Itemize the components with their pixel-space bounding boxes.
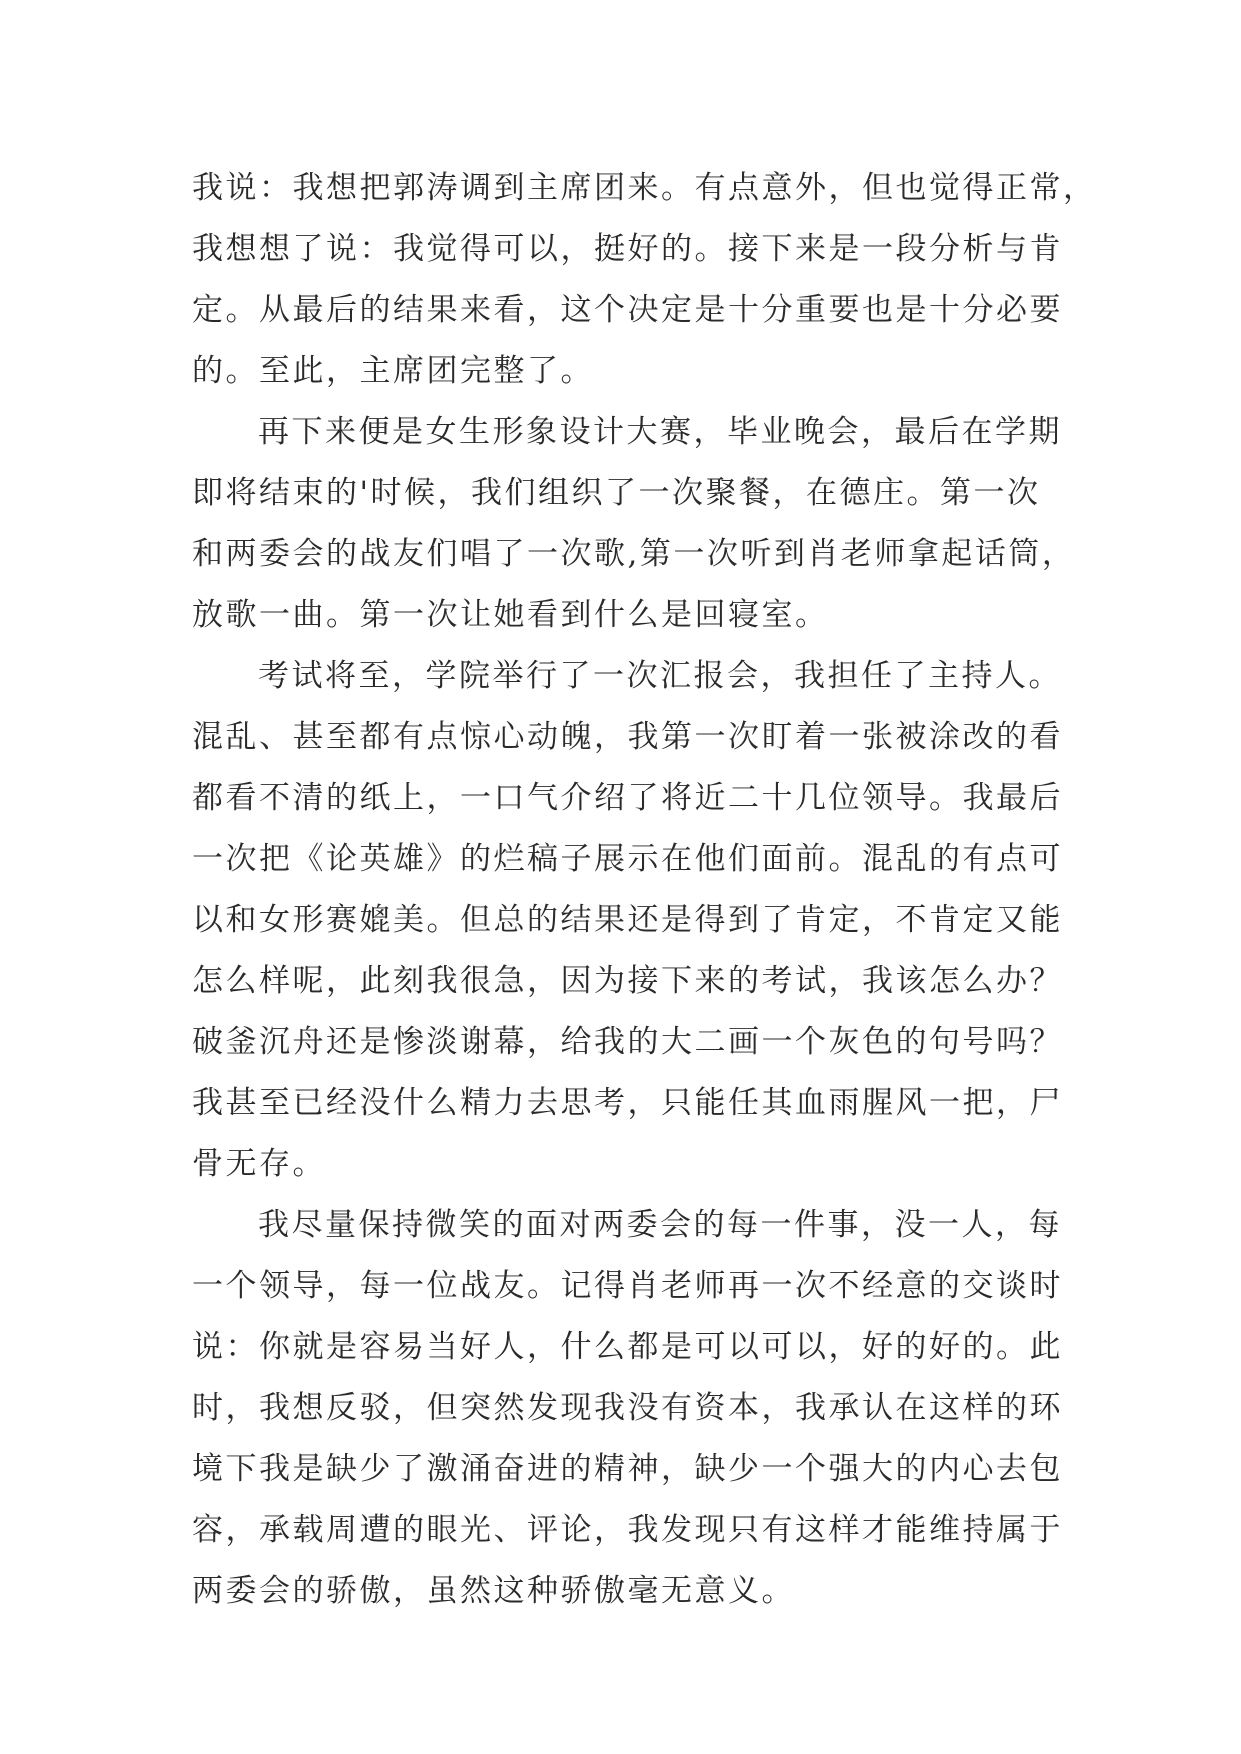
paragraph-3-line-9: 骨无存。 [192, 1146, 326, 1182]
document-body [192, 158, 1097, 1622]
paragraph-2-line-4: 放歌一曲。第一次让她看到什么是回寝室。 [192, 597, 829, 633]
paragraph-4-line-6: 容，承载周遭的眼光、评论，我发现只有这样才能维持属于 [192, 1512, 1063, 1548]
paragraph-1-line-1: 我说：我想把郭涛调到主席团来。有点意外，但也觉得正常， [192, 170, 1097, 206]
paragraph-4-line-7: 两委会的骄傲，虽然这种骄傲毫无意义。 [192, 1573, 795, 1609]
paragraph-4-line-3: 说：你就是容易当好人，什么都是可以可以，好的好的。此 [192, 1329, 1063, 1365]
paragraph-1-line-2: 我想想了说：我觉得可以，挺好的。接下来是一段分析与肯 [192, 231, 1063, 267]
paragraph-3-line-5: 以和女形赛媲美。但总的结果还是得到了肯定，不肯定又能 [192, 902, 1063, 938]
paragraph-1-line-3: 定。从最后的结果来看，这个决定是十分重要也是十分必要 [192, 292, 1063, 328]
paragraph-2-line-3: 和两委会的战友们唱了一次歌,第一次听到肖老师拿起话筒， [192, 536, 1076, 572]
paragraph-4-line-1: 我尽量保持微笑的面对两委会的每一件事，没一人，每 [258, 1207, 1062, 1243]
paragraph-2-line-1: 再下来便是女生形象设计大赛，毕业晚会，最后在学期 [258, 414, 1062, 450]
paragraph-3-line-7: 破釜沉舟还是惨淡谢幕，给我的大二画一个灰色的句号吗？ [192, 1024, 1063, 1060]
paragraph-3-line-4: 一次把《论英雄》的烂稿子展示在他们面前。混乱的有点可 [192, 841, 1063, 877]
paragraph-3-line-2: 混乱、甚至都有点惊心动魄，我第一次盯着一张被涂改的看 [192, 719, 1063, 755]
paragraph-3-line-8: 我甚至已经没什么精力去思考，只能任其血雨腥风一把，尸 [192, 1085, 1063, 1121]
paragraph-3-line-3: 都看不清的纸上，一口气介绍了将近二十几位领导。我最后 [192, 780, 1063, 816]
paragraph-2-line-2: 即将结束的'时候，我们组织了一次聚餐，在德庄。第一次 [192, 475, 1041, 511]
paragraph-4-line-5: 境下我是缺少了激涌奋进的精神，缺少一个强大的内心去包 [192, 1451, 1063, 1487]
paragraph-4-line-4: 时，我想反驳，但突然发现我没有资本，我承认在这样的环 [192, 1390, 1063, 1426]
paragraph-3-line-1: 考试将至，学院举行了一次汇报会，我担任了主持人。 [258, 658, 1062, 694]
paragraph-4-line-2: 一个领导，每一位战友。记得肖老师再一次不经意的交谈时 [192, 1268, 1063, 1304]
paragraph-3-line-6: 怎么样呢，此刻我很急，因为接下来的考试，我该怎么办？ [192, 963, 1063, 999]
paragraph-1-line-4: 的。至此，主席团完整了。 [192, 353, 594, 389]
